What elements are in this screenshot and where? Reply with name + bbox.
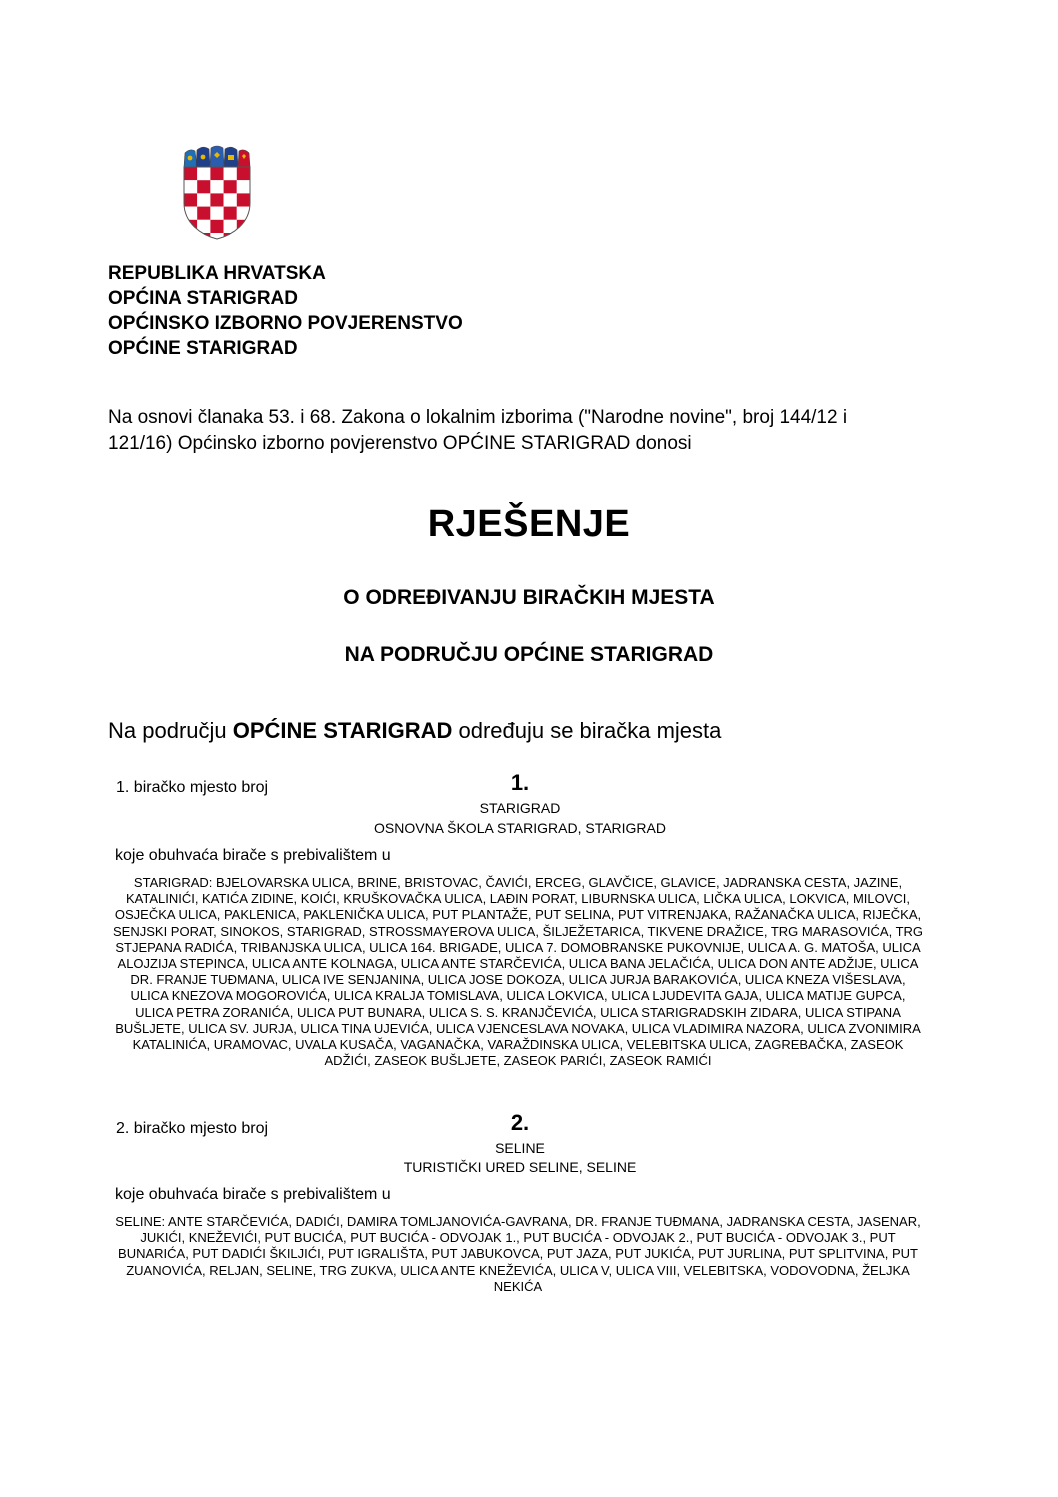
polling-place-number: 1. <box>510 770 530 795</box>
checker-square <box>184 220 197 233</box>
lead-text-bold: OPĆINE STARIGRAD <box>232 718 453 743</box>
header-line-municipality: OPĆINA STARIGRAD <box>108 288 298 309</box>
document-subtitle-2: NA PODRUČJU OPĆINE STARIGRAD <box>344 643 714 666</box>
checker-square <box>210 180 223 193</box>
polling-place-name: STARIGRAD <box>479 800 561 816</box>
checker-square <box>224 207 237 220</box>
polling-place-name: SELINE <box>495 1140 545 1156</box>
checker-square <box>237 180 250 193</box>
checker-square <box>184 193 197 206</box>
checker-square <box>224 180 237 193</box>
document-subtitle-1: O ODREĐIVANJU BIRAČKIH MJESTA <box>343 586 715 609</box>
checker-square <box>210 220 223 233</box>
streets-list: SELINE: ANTE STARČEVIĆA, DADIĆI, DAMIRA TOMLJANOVIĆA-GAVRANA, DR. FRANJE TUĐMANA, JADRANSKA CESTA, JASENAR, JUKIĆI, KNEŽEVIĆI, PUT BUCIĆA, PUT BUCIĆA - ODVOJAK 1., PUT BUCIĆA - ODVOJAK 2., PUT BUCIĆA - ODVOJAK 3., PUT BUNARIĆA, PUT DADIĆI ŠKILJIĆI, PUT IGRALIŠTA, PUT JABUKOVCA, PUT JAZA, PUT JUKIĆA, PUT JURLINA, PUT SPLITVINA, PUT ZUANOVIĆA, RELJAN, SELINE, TRG ZUKVA, ULICA ANTE KNEŽEVIĆA, ULICA V, ULICA VIII, VELEBITSKA, VODOVODNA, ŽELJKA NEKIĆA <box>115 1214 921 1294</box>
streets-list: STARIGRAD: BJELOVARSKA ULICA, BRINE, BRISTOVAC, ČAVIĆI, ERCEG, GLAVČICE, GLAVICE, JADRANSKA CESTA, JAZINE, KATALINIĆI, KATIĆA ZIDINE, KOIĆI, KRUŠKOVAČKA ULICA, LAĐIN PORAT, LIBURNSKA ULICA, LIČKA ULICA, LOKVICA, MILOVCI, OSJEČKA ULICA, PAKLENICA, PAKLENIČKA ULICA, PUT PLANTAŽE, PUT SELINA, PUT VITRENJAKA, RAŽANAČKA ULICA, RIJEČKA, SENJSKI PORAT, SINOKOS, STARIGRAD, STROSSMAYEROVA ULICA, ŠILJEŽETARICA, TIKVENE DRAŽICE, TRG MARASOVIĆA, TRG STJEPANA RADIĆA, TRIBANJSKA ULICA, ULICA 164. BRIGADE, ULICA 7. DOMOBRANSKE PUKOVNIJE, ULICA A. G. MATOŠA, ULICA ALOJZIJA STEPINCA, ULICA ANTE KOLNAGA, ULICA ANTE STARČEVIĆA, ULICA BANA JELAČIĆA, ULICA DON ANTE ADŽIJE, ULICA DR. FRANJE TUĐMANA, ULICA IVE SENJANINA, ULICA JOSE DOKOZA, ULICA JURJA BARAKOVIĆA, ULICA KNEZA VIŠESLAVA, ULICA KNEZOVA MOGOROVIĆA, ULICA KRALJA TOMISLAVA, ULICA LOKVICA, ULICA LJUDEVITA GAJA, ULICA MATIJE GUPCA, ULICA PETRA ZORANIĆA, ULICA PUT BUNARA, ULICA S. S. KRANJČEVIĆA, ULICA STARIGRADSKIH ZIDARA, ULICA STIPANA BUŠLJETE, ULICA SV. JURJA, ULICA TINA UJEVIĆA, ULICA VJENCESLAVA NOVAKA, ULICA VLADIMIRA NAZORA, ULICA ZVONIMIRA KATALINIĆA, URAMOVAC, UVALA KUSAČA, VAGANAČKA, VARAŽDINSKA ULICA, VELEBITSKA ULICA, ZAGREBAČKA, ZASEOK ADŽIĆI, ZASEOK BUŠLJETE, ZASEOK PARIĆI, ZASEOK RAMIĆI <box>113 875 924 1069</box>
covers-text: koje obuhvaća birače s prebivalištem u <box>115 1186 391 1203</box>
checker-square <box>197 207 210 220</box>
polling-place-label: 1. biračko mjesto broj <box>116 779 269 796</box>
checker-square <box>224 167 237 180</box>
checker-square <box>197 193 210 206</box>
polling-place-number: 2. <box>510 1110 530 1135</box>
polling-place-location: OSNOVNA ŠKOLA STARIGRAD, STARIGRAD <box>374 820 666 836</box>
checker-square <box>210 193 223 206</box>
header-line-republic: REPUBLIKA HRVATSKA <box>108 263 326 284</box>
checker-square <box>184 167 197 180</box>
checker-square <box>237 167 250 180</box>
checker-square <box>197 180 210 193</box>
covers-text: koje obuhvaća birače s prebivalištem u <box>115 847 391 864</box>
header-line-commission: OPĆINSKO IZBORNO POVJERENSTVO <box>108 313 463 334</box>
checker-square <box>224 193 237 206</box>
intro-line-2: 121/16) Općinsko izborno povjerenstvo OPĆINE STARIGRAD donosi <box>108 433 692 454</box>
checker-square <box>237 233 250 240</box>
document-title: RJEŠENJE <box>427 503 631 545</box>
lead-sentence <box>108 718 721 744</box>
checker-square <box>184 233 197 240</box>
checker-square <box>237 193 250 206</box>
lead-text-before: Na području <box>108 718 233 743</box>
issuer-header <box>108 261 463 361</box>
checker-square <box>184 180 197 193</box>
checker-square <box>210 207 223 220</box>
header-line-municipality-genitive: OPĆINE STARIGRAD <box>108 338 298 359</box>
intro-line-1: Na osnovi članaka 53. i 68. Zakona o lokalnim izborima ("Narodne novine", broj 144/12 i <box>108 407 848 428</box>
checker-square <box>210 167 223 180</box>
checker-square <box>197 167 210 180</box>
checker-square <box>237 220 250 233</box>
legal-basis-paragraph <box>108 405 958 457</box>
coat-of-arms-icon <box>181 145 253 240</box>
lead-text-after: određuju se biračka mjesta <box>452 718 722 743</box>
polling-place-location: TURISTIČKI URED SELINE, SELINE <box>403 1159 637 1175</box>
polling-place-label: 2. biračko mjesto broj <box>116 1120 269 1137</box>
